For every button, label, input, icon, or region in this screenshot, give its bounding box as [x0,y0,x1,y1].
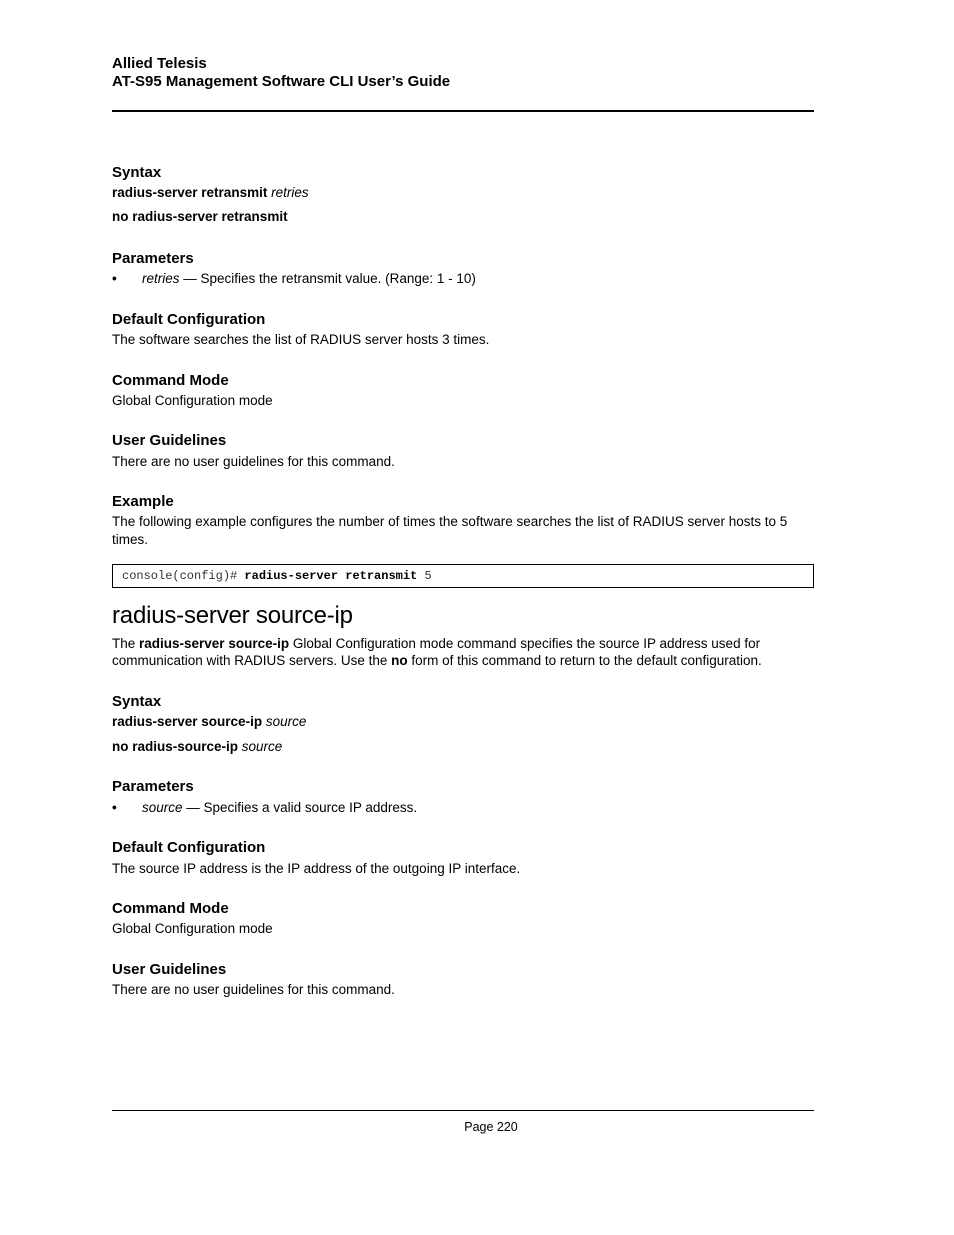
code-argument: 5 [417,569,432,583]
s2-param-name: source [142,800,183,815]
s1-default-heading: Default Configuration [112,311,266,328]
s1-guidelines-heading: User Guidelines [112,432,227,449]
s1-syntax [112,164,814,226]
s1-user-guidelines [112,432,814,471]
s2-syntax-heading: Syntax [112,693,162,710]
s2-mode-text: Global Configuration mode [112,921,273,936]
s2-syntax-arg-1: source [265,714,307,729]
s1-param-desc: — Specifies the retransmit value. (Range: 1 - 10) [179,271,476,286]
s2-guidelines-text: There are no user guidelines for this command. [112,982,395,997]
page-number: Page 220 [464,1120,518,1134]
intro-no: no [391,653,408,668]
s1-syntax-line-1 [112,184,814,202]
s1-parameters-heading: Parameters [112,250,194,267]
s2-syntax [112,693,814,756]
code-example-box [112,564,814,588]
command-title: radius-server source-ip [112,602,353,629]
s1-syntax-cmd-1: radius-server retransmit [112,185,268,200]
s1-default-config [112,311,814,349]
intro-command: radius-server source-ip [139,636,290,651]
footer-rule [112,1110,814,1111]
s2-default-config [112,839,814,878]
s2-syntax-line-2 [112,738,814,756]
s2-param-desc: — Specifies a valid source IP address. [182,800,418,815]
intro-part-2: Global Configuration mode command specifies the source IP address used for communication with RADIUS servers. Use the [112,636,761,668]
s1-example [112,493,814,549]
s1-example-text: The following example configures the number of times the software searches the list of RADIUS server hosts to 5 times. [112,514,788,547]
s2-param-item [112,799,814,817]
command-intro [112,635,814,669]
s2-parameters-heading: Parameters [112,778,194,795]
bullet-icon: • [112,800,117,815]
code-example-line [113,565,813,587]
s2-syntax-line-1 [112,713,814,731]
header-rule [112,110,814,112]
s2-syntax-cmd-1: radius-server source-ip [112,714,263,729]
code-command: radius-server retransmit [244,569,418,583]
code-prompt: console(config)# [122,569,245,583]
s1-mode-heading: Command Mode [112,372,229,389]
s2-command-mode [112,900,814,938]
s1-param-item [112,270,814,288]
intro-part-1: The [112,636,140,651]
s1-syntax-heading: Syntax [112,164,162,181]
s2-guidelines-heading: User Guidelines [112,961,227,978]
s1-default-text: The software searches the list of RADIUS server hosts 3 times. [112,332,490,347]
intro-part-3: form of this command to return to the default configuration. [407,653,762,668]
s1-syntax-line-2 [112,208,814,226]
s1-mode-text: Global Configuration mode [112,393,273,408]
s1-example-heading: Example [112,493,174,510]
s2-parameters [112,778,814,817]
bullet-icon: • [112,271,117,286]
s2-syntax-arg-2: source [241,739,283,754]
document-page [112,0,814,1235]
s1-parameters [112,250,814,288]
s1-guidelines-text: There are no user guidelines for this command. [112,454,395,469]
s2-user-guidelines [112,961,814,999]
header-company: Allied Telesis [112,55,207,72]
s1-syntax-cmd-2: no radius-server retransmit [112,209,288,224]
s1-param-name: retries [142,271,180,286]
header-guide-title: AT-S95 Management Software CLI User’s Guide [112,73,451,90]
s1-command-mode [112,372,814,410]
s2-mode-heading: Command Mode [112,900,229,917]
s1-syntax-arg-1: retries [271,185,309,200]
s2-default-text: The source IP address is the IP address of the outgoing IP interface. [112,861,521,876]
s2-default-heading: Default Configuration [112,839,266,856]
s2-syntax-cmd-2: no radius-source-ip [112,739,239,754]
